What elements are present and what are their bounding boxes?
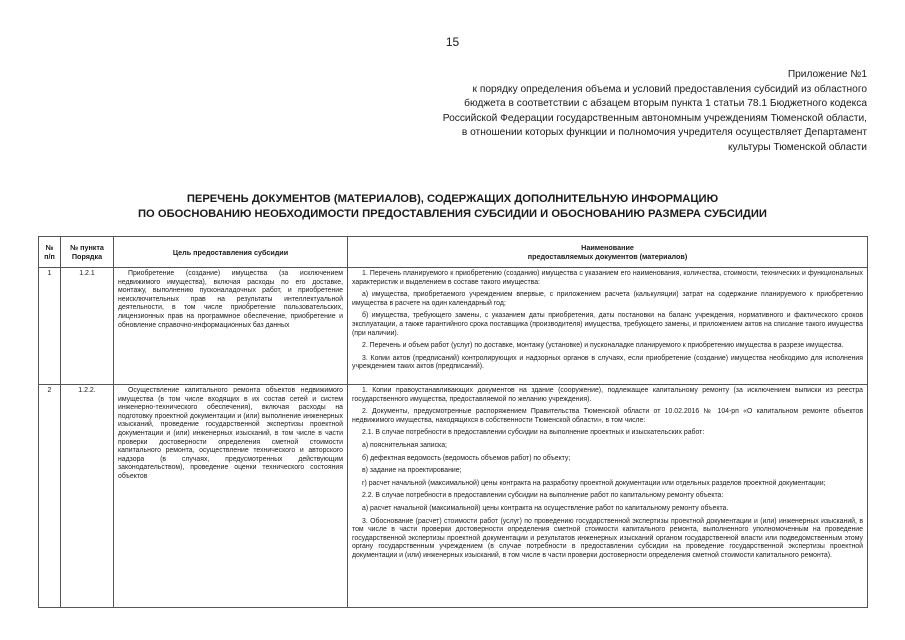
document-title — [0, 192, 905, 222]
doc-paragraph: а) расчет начальной (максимальной) цены контракта на осуществление работ по капитальному ремонту объекта. — [362, 504, 729, 512]
row-docs — [348, 385, 868, 608]
header-docs — [348, 237, 868, 268]
title-line-1: ПЕРЕЧЕНЬ ДОКУМЕНТОВ (МАТЕРИАЛОВ), СОДЕРЖАЩИХ ДОПОЛНИТЕЛЬНУЮ ИНФОРМАЦИЮ — [186, 193, 719, 205]
title-line-2: ПО ОБОСНОВАНИЮ НЕОБХОДИМОСТИ ПРЕДОСТАВЛЕНИЯ СУБСИДИИ И ОБОСНОВАНИЮ РАЗМЕРА СУБСИДИИ — [138, 208, 767, 220]
doc-paragraph: 1. Перечень планируемого к приобретению (созданию) имущества с указанием его наименования, количества, стоимости, технических и функциональных характеристик и выделением в составе такого имущества: — [352, 270, 863, 286]
page-number: 15 — [445, 35, 460, 49]
doc-paragraph: а) имущества, приобретаемого учреждением впервые, с приложением расчета (калькуляции) затрат на содержание планируемого к приобретению имущества в расчете на один календарный год; — [352, 291, 863, 307]
row-goal — [114, 385, 348, 608]
header-docs-line2: предоставляемых документов (материалов) — [527, 252, 688, 261]
appendix-text: к порядку определения объема и условий предоставления субсидий из областного бюджета в соответствии с абзацем вторым пункта 1 статьи 78.1 Бюджетного кодекса Российской Федерации государственным автономным учреждениям Тюменской области, в отношении которых функции и полномочия учредителя осуществляет Департамент культуры Тюменской области — [442, 83, 867, 153]
table-row — [39, 385, 868, 608]
doc-paragraph: в) задание на проектирование; — [362, 467, 462, 475]
doc-paragraph: б) дефектная ведомость (ведомость объемов работ) по объекту; — [362, 454, 571, 462]
row-goal-text: Приобретение (создание) имущества (за исключением недвижимого имущества), включая расходы по его доставке, монтажу, выполнению пусконаладочных работ, и приобретение неисключительных прав на результаты интеллектуальной деятельности, в том числе приобретение пользовательских, лицензионных прав на программное обеспечение, приобретение и обновление справочно-информационных баз данных — [118, 270, 343, 329]
header-goal: Цель предоставления субсидии — [114, 237, 348, 268]
header-docs-line1: Наименование — [581, 243, 634, 252]
doc-paragraph: 2. Перечень и объем работ (услуг) по доставке, монтажу (установке) и пусконаладке планируемого к приобретению имущества в разрезе имущества. — [362, 342, 844, 350]
doc-paragraph: 1. Копии правоустанавливающих документов на здание (сооружение), подлежащее капитальному ремонту (за исключением выписки из реестра государственного имущества, предоставляемой по желанию учреждения). — [352, 387, 863, 403]
doc-paragraph: б) имущества, требующего замены, с указанием даты приобретения, даты постановки на баланс учреждения, нормативного и фактического сроков эксплуатации, а также гарантийного срока поставщика (производителя) имущества, требующего замены, и приложением актов на списание такого имущества (при наличии). — [352, 312, 863, 337]
row-goal-text: Осуществление капитального ремонта объектов недвижимого имущества (в том числе входящих в их состав сетей и систем инженерно-технического обеспечения), включая расходы на подготовку проектной документации и (или) выполнение инженерных изысканий, проведение государственной экспертизы проектной документации и (или) инженерных изысканий, в том числе в части проверки достоверности определения сметной стоимости капитального ремонта, осуществление технического и авторского надзора (в случаях, предусмотренных действующим законодательством), проведение оценки технического состояния объектов — [118, 387, 343, 480]
row-docs — [348, 268, 868, 385]
row-item: 1.2.2. — [61, 385, 114, 608]
row-goal — [114, 268, 348, 385]
header-num: № п/п — [39, 237, 61, 268]
header-item: № пункта Порядка — [61, 237, 114, 268]
doc-paragraph: 3. Копии актов (предписаний) контролирующих и надзорных органов в случаях, если приобретение (создание) имущества необходимо для исполнения учреждением таких актов (предписаний). — [352, 354, 863, 371]
documents-table — [38, 236, 868, 608]
row-item: 1.2.1 — [61, 268, 114, 385]
appendix-heading: Приложение №1 — [787, 69, 867, 80]
doc-paragraph: 2.2. В случае потребности в предоставлении субсидии на выполнение работ по капитальному ремонту объекта: — [362, 492, 724, 500]
row-num: 1 — [39, 268, 61, 385]
doc-paragraph: г) расчет начальной (максимальной) цены контракта на разработку проектной документации или отдельных разделов проектной документации; — [362, 479, 826, 487]
appendix-block — [437, 68, 867, 155]
row-num: 2 — [39, 385, 61, 608]
doc-paragraph: 3. Обоснование (расчет) стоимости работ (услуг) по проведению государственной экспертизы проектной документации и (или) инженерных изысканий, в том числе в части проверки достоверности определения сметной стоимости капитального ремонта, выполненного уполномоченным на проведение государственной экспертизы проектной документации и результатов инженерных изысканий органом государственной власти или подведомственным этому органу государственным учреждением (в случае потребности в предоставлении субсидии на проведение государственной экспертизы проектной документации и (или) инженерных изысканий, в том числе в части проверки достоверности определения сметной стоимости капитального ремонта). — [352, 517, 863, 559]
doc-paragraph: 2.1. В случае потребности в предоставлении субсидии на выполнение проектных и изыскательских работ: — [362, 429, 705, 437]
table-row — [39, 268, 868, 385]
doc-paragraph: а) пояснительная записка; — [362, 441, 447, 449]
doc-paragraph: 2. Документы, предусмотренные распоряжением Правительства Тюменской области от 10.02.2016 № 104-рп «О капитальном ремонте объектов недвижимого имущества, находящихся в собственности Тюменской области», в том числе: — [352, 408, 863, 424]
table-header-row — [39, 237, 868, 268]
